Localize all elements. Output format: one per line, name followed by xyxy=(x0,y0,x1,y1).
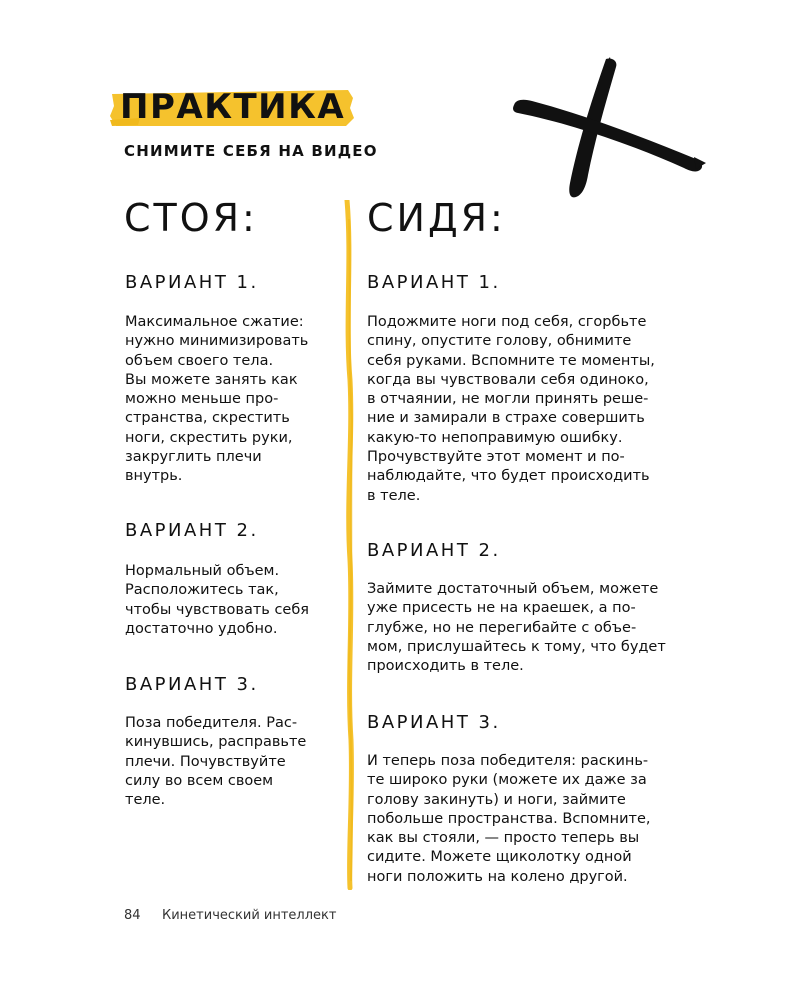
page-title: ПРАКТИКА xyxy=(120,87,346,127)
right-variant-1-text: Подожмите ноги под себя, сгорбьте спину, опустите голову, обнимите себя руками. Вспомните те моменты, когда вы чувствовали себя одиноко, в отчаянии, не могли принять реше- ние и замирали в страхе совершить какую-то непоправимую ошибку. Прочувствуйте этот момент и по- наблюдайте, что будет происходить в теле. xyxy=(367,314,655,504)
cross-icon xyxy=(508,55,708,205)
right-variant-2-label: ВАРИАНТ 2. xyxy=(367,540,501,561)
column-divider xyxy=(338,200,362,890)
left-variant-1-text: Максимальное сжатие: нужно минимизировать объем своего тела. Вы можете занять как можно меньше про- странства, скрестить ноги, скрестить руки, закруглить плечи внутрь. xyxy=(125,314,309,485)
left-column-title: СТОЯ: xyxy=(124,196,258,240)
left-variant-3-text: Поза победителя. Рас- кинувшись, расправьте плечи. Почувствуйте силу во всем своем теле. xyxy=(125,715,307,809)
right-variant-2-text: Займите достаточный объем, можете уже присесть не на краешек, а по- глубже, но не перегибайте с объе- мом, прислушайтесь к тому, что будет происходить в теле. xyxy=(367,581,666,675)
left-variant-2-text: Нормальный объем. Расположитесь так, чтобы чувствовать себя достаточно удобно. xyxy=(125,563,310,637)
book-title: Кинетический интеллект xyxy=(162,908,337,923)
page-number: 84 xyxy=(124,908,141,923)
right-column-title: СИДЯ: xyxy=(367,196,506,240)
right-variant-1-label: ВАРИАНТ 1. xyxy=(367,272,501,293)
left-variant-2-label: ВАРИАНТ 2. xyxy=(125,520,259,541)
left-variant-1-label: ВАРИАНТ 1. xyxy=(125,272,259,293)
right-variant-3-text: И теперь поза победителя: раскинь- те широко руки (можете их даже за голову закинуть) и ноги, займите побольше пространства. Вспомните, как вы стояли, — просто теперь вы сидите. Можете щиколотку одной ноги положить на колено другой. xyxy=(367,753,651,885)
page-subtitle: СНИМИТЕ СЕБЯ НА ВИДЕО xyxy=(124,142,378,160)
left-variant-3-label: ВАРИАНТ 3. xyxy=(125,674,259,695)
right-variant-3-label: ВАРИАНТ 3. xyxy=(367,712,501,733)
